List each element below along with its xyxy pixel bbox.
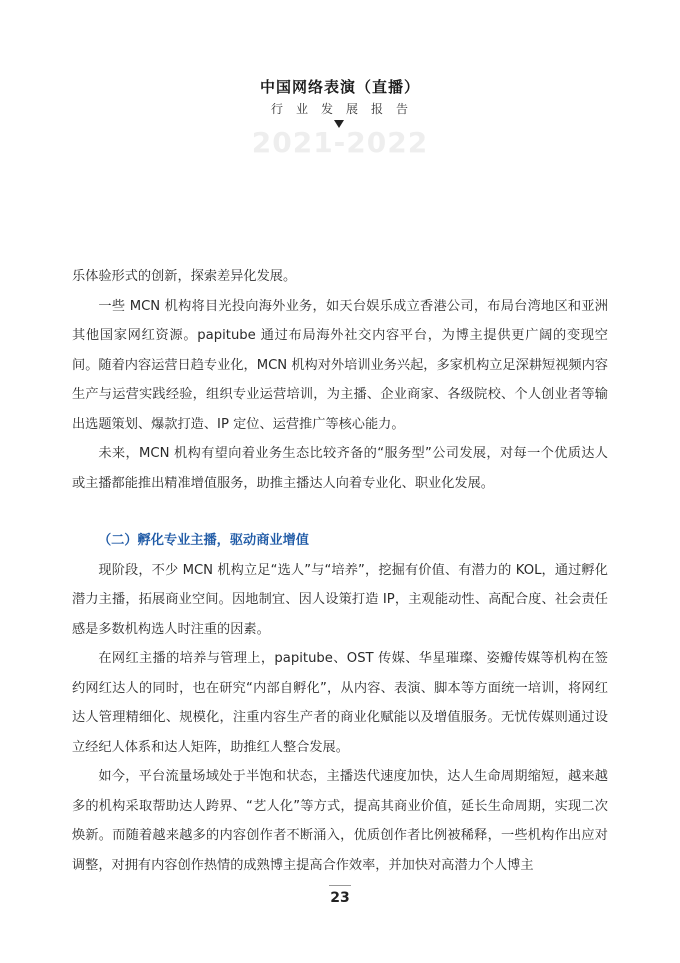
- paragraph-nowadays: 如今，平台流量场域处于半饱和状态，主播迭代速度加快，达人生命周期缩短，越来越多的机构采取帮助达人跨界、“艺人化”等方式，提高其商业价值，延长生命周期，实现二次焕新。而随着越来越多的内容创作者不断涌入，优质创作者比例被稀释，一些机构作出应对调整，对拥有内容创作热情的成熟博主提高合作效率，并加快对高潜力个人博主: [72, 769, 608, 873]
- report-title: 中国网络表演（直播）: [259, 78, 420, 96]
- paragraph-overseas: 一些 MCN 机构将目光投向海外业务，如天台娱乐成立香港公司，布局台湾地区和亚洲其他国家网红资源。papitube 通过布局海外社交内容平台，为博主提供更广阔的变现空间。随着内容运营日趋专业化，MCN 机构对外培训业务兴起，多家机构立足深耕短视频内容生产与运营实践经验，组织专业运营培训，为主播、企业商家、各级院校、个人创业者等输出选题策划、爆款打造、IP 定位、运营推广等核心能力。: [72, 298, 608, 432]
- page-content: [72, 262, 608, 880]
- page-number: 23: [330, 890, 350, 906]
- report-year: 2021-2022: [251, 126, 429, 159]
- paragraph-future: 未来，MCN 机构有望向着业务生态比较齐备的“服务型”公司发展，对每一个优质达人或主播都能推出精准增值服务，助推主播达人向着专业化、职业化发展。: [72, 446, 608, 491]
- paragraph-current-stage: 现阶段，不少 MCN 机构立足“选人”与“培养”，挖掘有价值、有潜力的 KOL，通过孵化潜力主播，拓展商业空间。因地制宜、因人设策打造 IP，主观能动性、高配合度、社会责任感是多数机构选人时注重的因素。: [72, 562, 608, 637]
- paragraph-continuation: 乐体验形式的创新，探索差异化发展。: [72, 269, 297, 284]
- report-subtitle: 行业发展报告: [270, 102, 421, 116]
- section-heading: （二）孵化专业主播，驱动商业增值: [98, 533, 309, 548]
- paragraph-cultivation: 在网红主播的培养与管理上，papitube、OST 传媒、华星璀璨、姿瓣传媒等机构在签约网红达人的同时，也在研究“内部自孵化”，从内容、表演、脚本等方面统一培训，将网红达人管理精细化、规模化，注重内容生产者的商业化赋能以及增值服务。无忧传媒则通过设立经纪人体系和达人矩阵，助推红人整合发展。: [72, 651, 608, 755]
- footer-divider: [329, 885, 351, 886]
